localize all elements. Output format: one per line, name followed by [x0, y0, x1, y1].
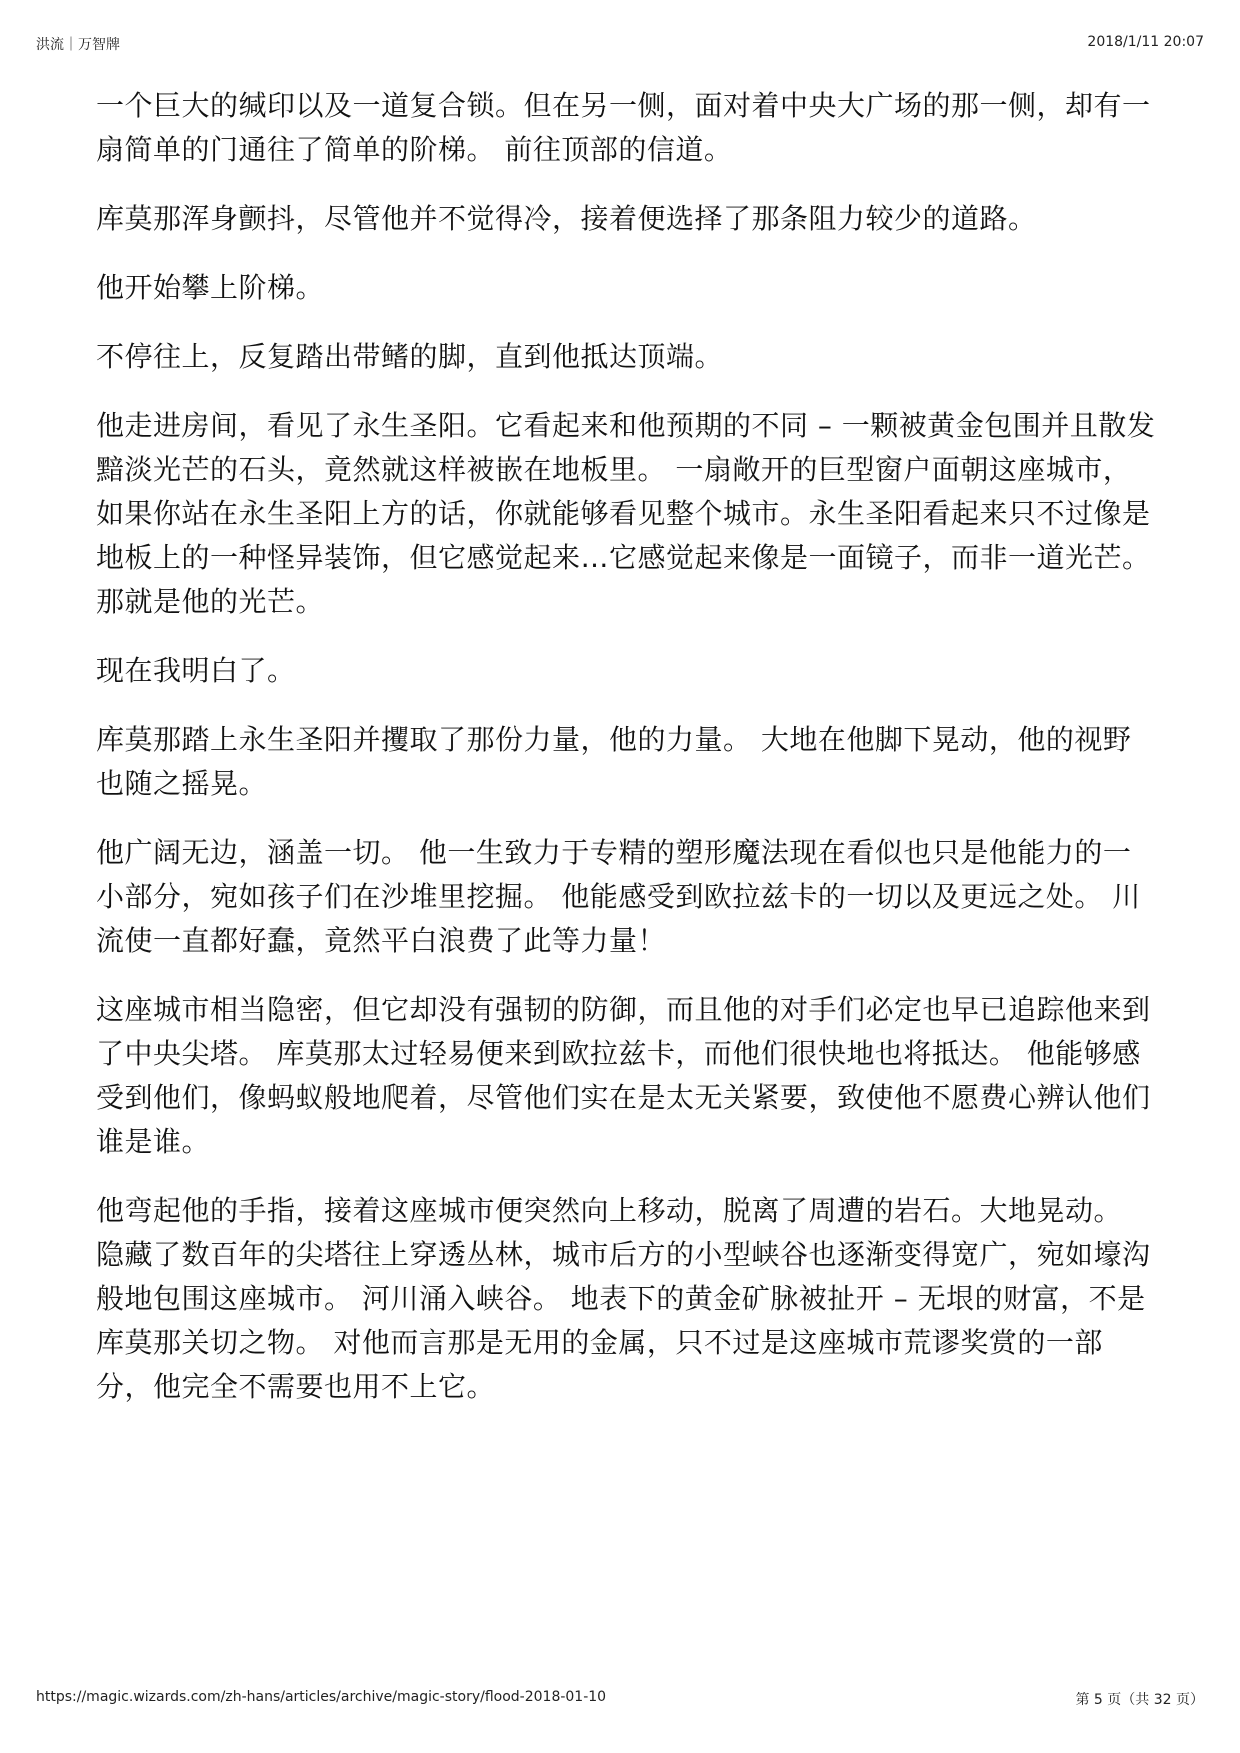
paragraph: 库莫那踏上永生圣阳并攫取了那份力量，他的力量。 大地在他脚下晃动，他的视野也随之摇晃。 [96, 723, 1132, 800]
paragraph: 现在我明白了。 [96, 654, 296, 687]
paragraph: 他广阔无边，涵盖一切。 他一生致力于专精的塑形魔法现在看似也只是他能力的一小部分，宛如孩子们在沙堆里挖掘。 他能感受到欧拉兹卡的一切以及更远之处。 川流使一直都好蠢，竟然平白浪费了此等力量！ [96, 836, 1141, 957]
paragraph: 他弯起他的手指，接着这座城市便突然向上移动，脱离了周遭的岩石。大地晃动。 隐藏了数百年的尖塔往上穿透丛林，城市后方的小型峡谷也逐渐变得宽广，宛如壕沟般地包围这座城市。 河川涌入峡谷。 地表下的黄金矿脉被扯开 – 无垠的财富，不是库莫那关切之物。 对他而言那是无用的金属，只不过是这座城市荒谬奖赏的一部分，他完全不需要也用不上它。 [96, 1194, 1151, 1403]
source-url: https://magic.wizards.com/zh-hans/articles/archive/magic-story/flood-2018-01-10 [36, 1689, 607, 1705]
print-header [36, 34, 1204, 54]
paragraph: 一个巨大的缄印以及一道复合锁。但在另一侧，面对着中央大广场的那一侧，却有一扇简单的门通往了简单的阶梯。 前往顶部的信道。 [96, 89, 1151, 166]
print-footer [36, 1689, 1204, 1709]
article-body [96, 84, 1156, 1434]
page-indicator: 第 5 页（共 32 页） [1075, 1692, 1204, 1708]
paragraph: 他开始攀上阶梯。 [96, 271, 325, 304]
page-title: 洪流｜万智牌 [36, 37, 120, 53]
paragraph: 库莫那浑身颤抖，尽管他并不觉得冷，接着便选择了那条阻力较少的道路。 [96, 202, 1037, 235]
paragraph: 不停往上，反复踏出带鳍的脚，直到他抵达顶端。 [96, 340, 724, 373]
paragraph: 他走进房间，看见了永生圣阳。它看起来和他预期的不同 – 一颗被黄金包围并且散发黯淡光芒的石头，竟然就这样被嵌在地板里。 一扇敞开的巨型窗户面朝这座城市，如果你站在永生圣阳上方的话，你就能够看见整个城市。永生圣阳看起来只不过像是地板上的一种怪异装饰，但它感觉起来…它感觉起来像是一面镜子，而非一道光芒。 那就是他的光芒。 [96, 409, 1156, 618]
paragraph: 这座城市相当隐密，但它却没有强韧的防御，而且他的对手们必定也早已追踪他来到了中央尖塔。 库莫那太过轻易便来到欧拉兹卡，而他们很快地也将抵达。 他能够感受到他们，像蚂蚁般地爬着，尽管他们实在是太无关紧要，致使他不愿费心辨认他们谁是谁。 [96, 993, 1151, 1158]
print-datetime: 2018/1/11 20:07 [1087, 34, 1204, 50]
